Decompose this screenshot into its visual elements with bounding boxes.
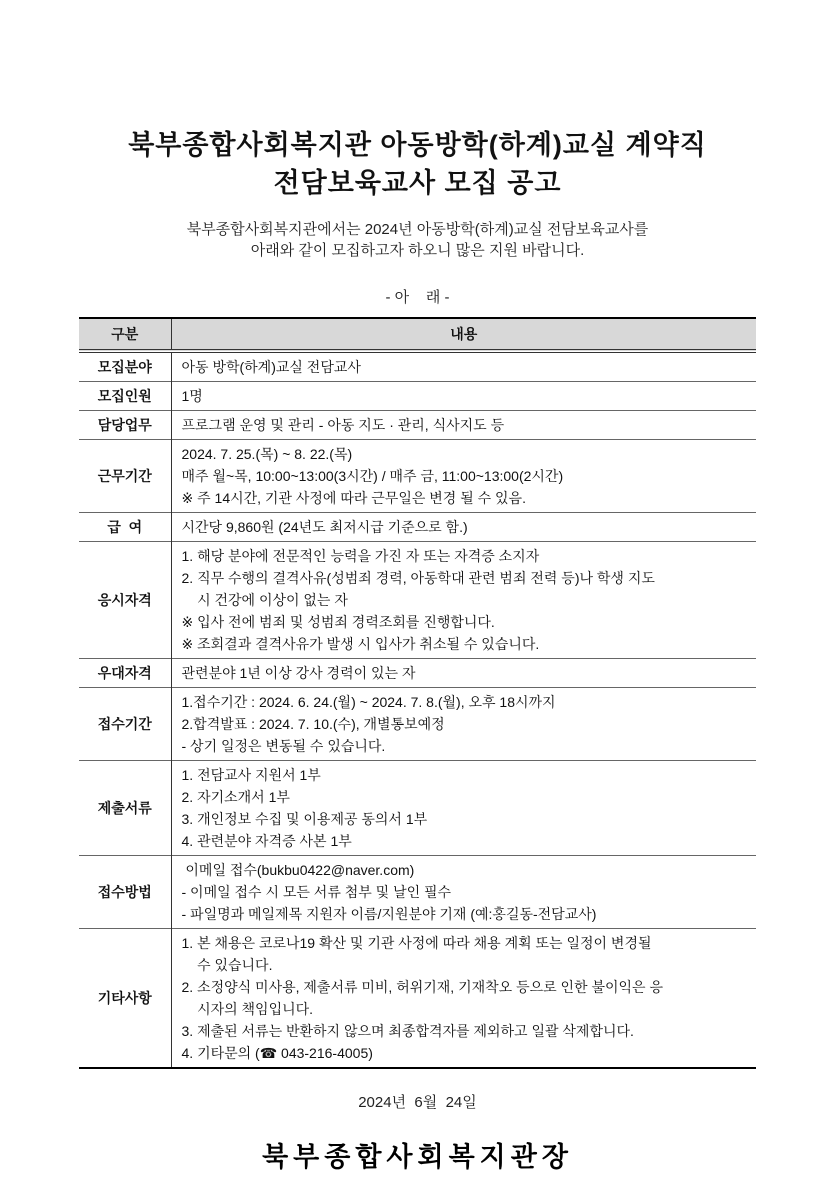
row-content (171, 440, 756, 513)
page-title (79, 126, 756, 202)
row-content (171, 761, 756, 856)
row-label: 접수기간 (79, 688, 171, 761)
cell-line: 4. 기타문의 (☎ 043-216-4005) (181, 1045, 373, 1061)
row-content (171, 929, 756, 1069)
document-page (79, 0, 756, 1174)
table-row (79, 688, 756, 761)
cell-line: ※ 조회결과 결격사유가 발생 시 입사가 취소될 수 있습니다. (181, 636, 540, 652)
cell-line: 시간당 9,860원 (24년도 최저시급 기준으로 함.) (181, 519, 468, 535)
cell-line: 1. 전담교사 지원서 1부 (181, 767, 321, 783)
cell-line: 2. 자기소개서 1부 (181, 789, 290, 805)
row-label: 기타사항 (79, 929, 171, 1069)
row-content (171, 856, 756, 929)
intro-line2: 아래와 같이 모집하고자 하오니 많은 지원 바랍니다. (250, 242, 585, 259)
row-label: 우대자격 (79, 659, 171, 688)
cell-line: 아동 방학(하계)교실 전담교사 (181, 359, 361, 375)
cell-line: ※ 입사 전에 범죄 및 성범죄 경력조회를 진행합니다. (181, 614, 495, 630)
row-content (171, 688, 756, 761)
row-content (171, 659, 756, 688)
row-label: 근무기간 (79, 440, 171, 513)
row-content (171, 513, 756, 542)
issue-date: 2024년 6월 24일 (358, 1094, 477, 1111)
cell-line: 이메일 접수(bukbu0422@naver.com) (181, 862, 415, 878)
cell-line: 1명 (181, 388, 203, 404)
row-label: 담당업무 (79, 411, 171, 440)
cell-line: 2.합격발표 : 2024. 7. 10.(수), 개별통보예정 (181, 716, 445, 732)
cell-line: 시자의 책임입니다. (181, 1001, 314, 1017)
table-row (79, 929, 756, 1069)
cell-line: 1. 해당 분야에 전문적인 능력을 가진 자 또는 자격증 소지자 (181, 548, 540, 564)
signature-issuer: 북부종합사회복지관장 (262, 1142, 573, 1172)
below-marker: - 아 래 - (385, 289, 450, 306)
cell-line: 매주 월~목, 10:00~13:00(3시간) / 매주 금, 11:00~13:00(2시간) (181, 468, 564, 484)
table-row (79, 542, 756, 659)
row-content (171, 411, 756, 440)
row-label: 모집분야 (79, 351, 171, 382)
cell-line: - 파일명과 메일제목 지원자 이름/지원분야 기재 (예:홍길동-전담교사) (181, 906, 597, 922)
table-body (79, 351, 756, 1068)
table-row (79, 659, 756, 688)
cell-line: 2. 직무 수행의 결격사유(성범죄 경력, 아동학대 관련 범죄 전력 등)나 학생 지도 (181, 570, 655, 586)
table-row (79, 513, 756, 542)
row-content (171, 351, 756, 382)
table-row (79, 440, 756, 513)
row-label: 접수방법 (79, 856, 171, 929)
cell-line: 시 건강에 이상이 없는 자 (181, 592, 348, 608)
row-label: 응시자격 (79, 542, 171, 659)
intro-line1: 북부종합사회복지관에서는 2024년 아동방학(하계)교실 전담보육교사를 (186, 221, 649, 238)
table-row (79, 761, 756, 856)
cell-line: 1. 본 채용은 코로나19 확산 및 기관 사정에 따라 채용 계획 또는 일정이 변경될 (181, 935, 652, 951)
row-label: 모집인원 (79, 382, 171, 411)
header-cell-content: 내용 (171, 318, 756, 351)
cell-line: 4. 관련분야 자격증 사본 1부 (181, 833, 352, 849)
header-cell-category: 구분 (79, 318, 171, 351)
cell-line: 수 있습니다. (181, 957, 273, 973)
cell-line: 3. 제출된 서류는 반환하지 않으며 최종합격자를 제외하고 일괄 삭제합니다. (181, 1023, 634, 1039)
cell-line: - 이메일 접수 시 모든 서류 첨부 및 날인 필수 (181, 884, 452, 900)
row-label: 급 여 (79, 513, 171, 542)
cell-line: 2. 소정양식 미사용, 제출서류 미비, 허위기재, 기재착오 등으로 인한 불이익은 응 (181, 979, 663, 995)
table-header (79, 318, 756, 351)
cell-line: 2024. 7. 25.(목) ~ 8. 22.(목) (181, 446, 353, 462)
table-header-row (79, 318, 756, 351)
table-row (79, 856, 756, 929)
table-row (79, 351, 756, 382)
intro-paragraph (79, 219, 756, 261)
cell-line: - 상기 일정은 변동될 수 있습니다. (181, 738, 386, 754)
table-row (79, 382, 756, 411)
row-content (171, 382, 756, 411)
row-content (171, 542, 756, 659)
cell-line: ※ 주 14시간, 기관 사정에 따라 근무일은 변경 될 수 있음. (181, 490, 526, 506)
recruitment-table (79, 317, 756, 1069)
cell-line: 3. 개인정보 수집 및 이용제공 동의서 1부 (181, 811, 428, 827)
cell-line: 1.접수기간 : 2024. 6. 24.(월) ~ 2024. 7. 8.(월), 오후 18시까지 (181, 694, 556, 710)
cell-line: 관련분야 1년 이상 강사 경력이 있는 자 (181, 665, 416, 681)
cell-line: 프로그램 운영 및 관리 - 아동 지도 · 관리, 식사지도 등 (181, 417, 505, 433)
row-label: 제출서류 (79, 761, 171, 856)
page-title-line2: 전담보육교사 모집 공고 (273, 168, 562, 198)
table-row (79, 411, 756, 440)
page-title-line1: 북부종합사회복지관 아동방학(하계)교실 계약직 (128, 130, 707, 160)
